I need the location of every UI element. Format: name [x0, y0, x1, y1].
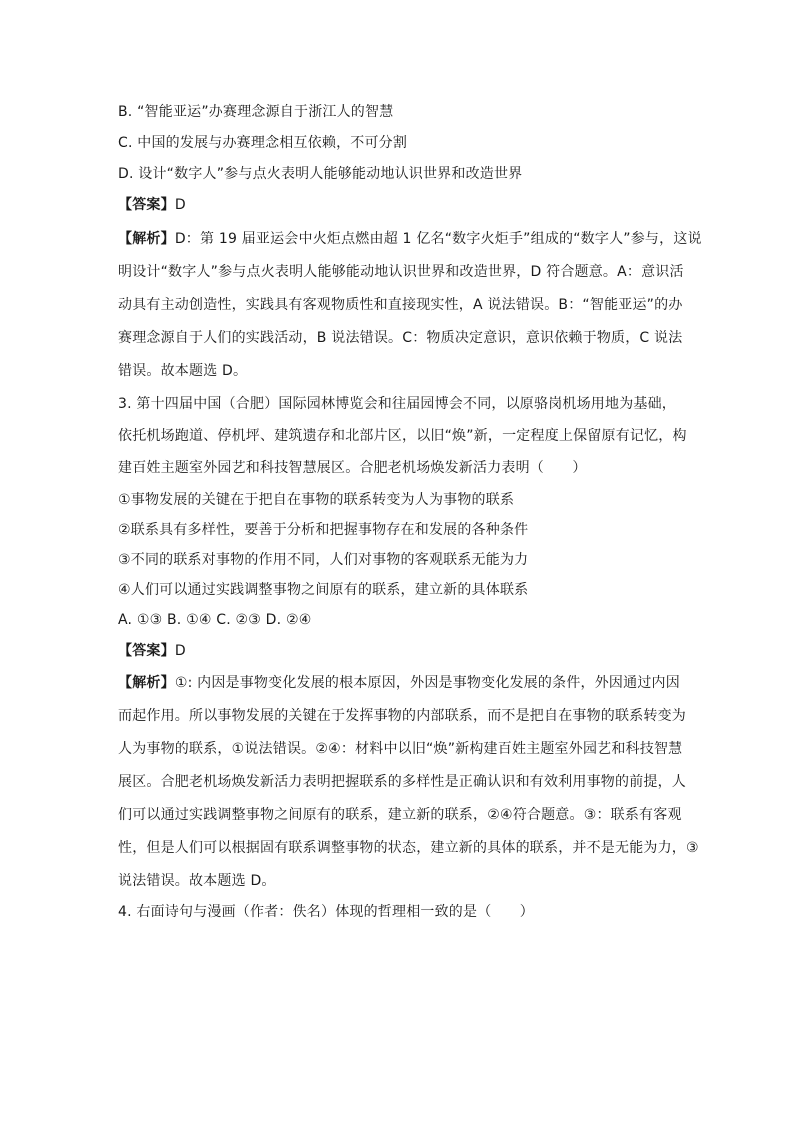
question-stem: 3. 第十四届中国（合肥）国际园林博览会和往届园博会不同，以原骆岗机场用地为基础， — [118, 396, 677, 412]
question-stem: 4. 右面诗句与漫画（作者：佚名）体现的哲理相一致的是（ ） — [118, 904, 535, 920]
analysis-text: ①: 内因是事物变化发展的根本原因，外因是事物变化发展的条件，外因通过内因 — [174, 675, 680, 691]
analysis-text: 展区。合肥老机场焕发新活力表明把握联系的多样性是正确认识和有效利用事物的前提，人 — [118, 774, 686, 790]
answer-choices: A. ①③ B. ①④ C. ②③ D. ②④ — [118, 612, 312, 628]
answer-label: 【答案】 — [118, 643, 175, 659]
analysis-text: 赛理念源自于人们的实践活动，B 说法错误。C：物质决定意识，意识依赖于物质，C 说法 — [118, 330, 683, 346]
option-b: B. “智能亚运”办赛理念源自于浙江人的智慧 — [118, 104, 394, 120]
question-stem: 依托机场跑道、停机坪、建筑遗存和北部片区，以旧“焕”新，一定程度上保留原有记忆，构 — [118, 428, 687, 444]
answer-value: D — [174, 643, 186, 659]
analysis-text: 们可以通过实践调整事物之间原有的联系，建立新的联系，②④符合题意。③：联系有客观 — [118, 807, 682, 823]
analysis-text: 错误。故本题选 D。 — [118, 363, 248, 379]
option-d: D. 设计“数字人”参与点火表明人能够能动地认识世界和改造世界 — [118, 166, 523, 182]
option-c: C. 中国的发展与办赛理念相互依赖，不可分割 — [118, 135, 408, 151]
answer-row-q2 — [118, 195, 698, 215]
analysis-text: 而起作用。所以事物发展的关键在于发挥事物的内部联系，而不是把自在事物的联系转变为 — [118, 708, 686, 724]
analysis-label: 【解析】 — [118, 675, 175, 691]
analysis-label: 【解析】 — [118, 231, 175, 247]
statement-item: ①事物发展的关键在于把自在事物的联系转变为人为事物的联系 — [118, 492, 515, 508]
question-stem: 建百姓主题室外园艺和科技智慧展区。合肥老机场焕发新活力表明（ ） — [118, 460, 587, 476]
analysis-text: 明设计“数字人”参与点火表明人能够能动地认识世界和改造世界，D 符合题意。A：意识活 — [118, 264, 684, 280]
statement-item: ③不同的联系对事物的作用不同，人们对事物的客观联系无能为力 — [118, 552, 529, 568]
analysis-text: 动具有主动创造性，实践具有客观物质性和直接现实性，A 说法错误。B：“智能亚运”的办 — [118, 297, 683, 313]
analysis-row-q2 — [118, 229, 702, 249]
analysis-text: 性，但是人们可以根据固有联系调整事物的状态，建立新的具体的联系，并不是无能为力，③ — [118, 840, 699, 856]
analysis-text: 说法错误。故本题选 D。 — [118, 873, 276, 889]
analysis-row-q3 — [118, 673, 698, 693]
answer-label: 【答案】 — [118, 197, 175, 213]
answer-row-q3 — [118, 641, 698, 661]
analysis-text: D：第 19 届亚运会中火炬点燃由超 1 亿名“数字火炬手”组成的“数字人”参与，这说 — [174, 231, 702, 247]
answer-value: D — [174, 197, 186, 213]
statement-item: ②联系具有多样性，要善于分析和把握事物存在和发展的各种条件 — [118, 522, 529, 538]
analysis-text: 人为事物的联系，①说法错误。②④：材料中以旧“焕”新构建百姓主题室外园艺和科技智慧 — [118, 741, 683, 757]
statement-item: ④人们可以通过实践调整事物之间原有的联系，建立新的具体联系 — [118, 582, 529, 598]
